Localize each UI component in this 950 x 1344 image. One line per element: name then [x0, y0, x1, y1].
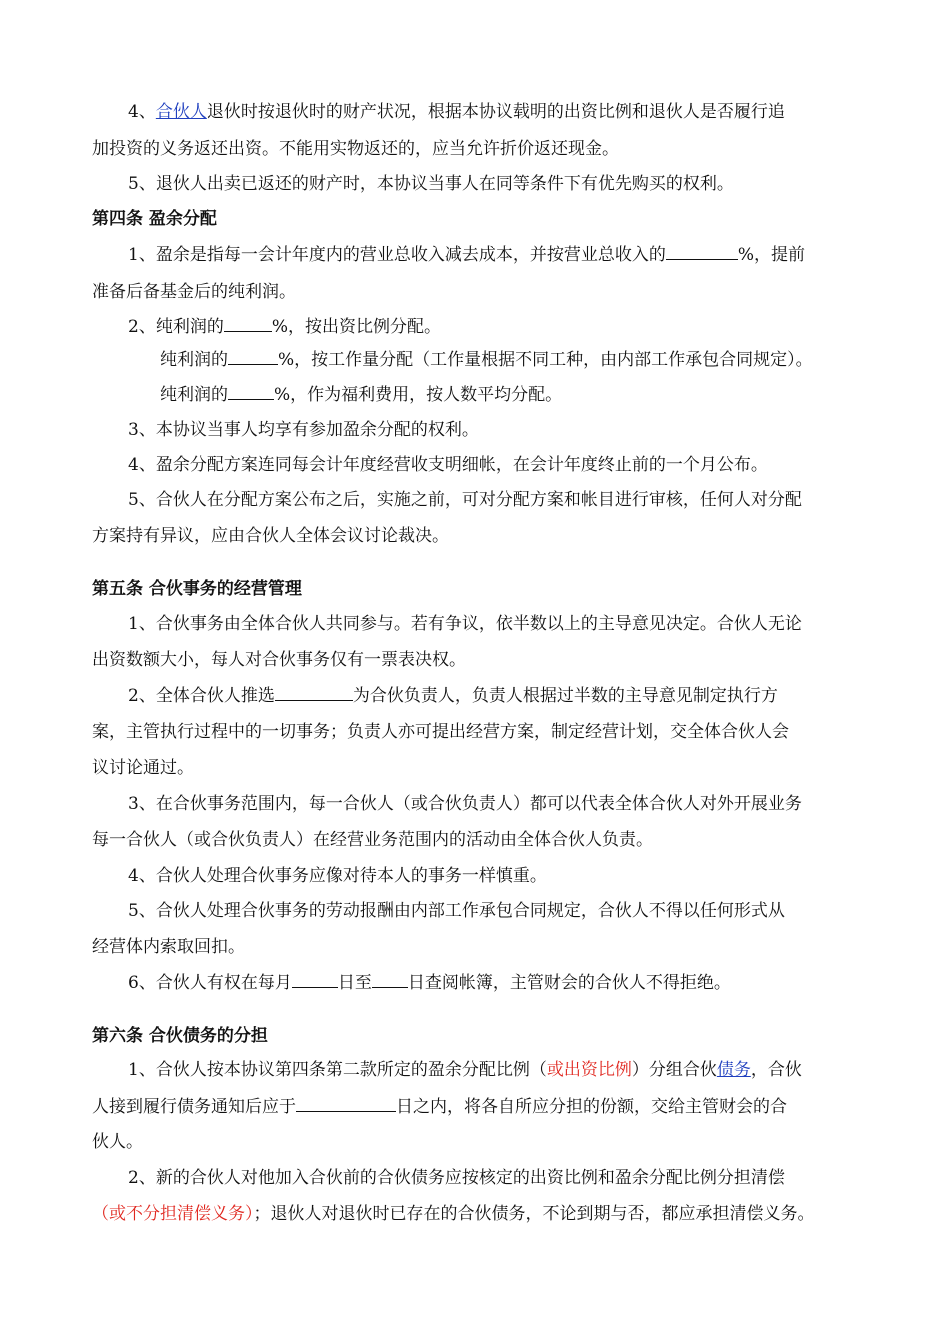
section6-heading: 第六条 合伙债务的分担 — [92, 1026, 268, 1046]
debt-link[interactable]: 债务 — [716, 1060, 751, 1080]
section5-heading: 第五条 合伙事务的经营管理 — [92, 579, 302, 599]
sec5-item2-line3: 议讨论通过。 — [92, 758, 194, 778]
sec5-item5-line1: 5、合伙人处理合伙事务的劳动报酬由内部工作承包合同规定，合伙人不得以任何形式从 — [128, 901, 785, 921]
sec5-item2-line2: 案，主管执行过程中的一切事务；负责人亦可提出经营方案，制定经营计划，交全体合伙人会 — [92, 722, 789, 742]
blank-percent-2 — [224, 315, 272, 332]
sec4-item3: 3、本协议当事人均享有参加盈余分配的权利。 — [128, 420, 479, 440]
sec4-item5-line1: 5、合伙人在分配方案公布之后，实施之前，可对分配方案和帐目进行审核，任何人对分配 — [128, 490, 802, 510]
sec5-item2-line1: 2、全体合伙人推选 为合伙负责人，负责人根据过半数的主导意见制定执行方 — [128, 686, 778, 706]
sec6-item2-line2: （或不分担清偿义务）；退伙人对退伙时已存在的合伙债务，不论到期与否，都应承担清偿义务。 — [92, 1204, 815, 1224]
sec5-item6: 6、合伙人有权在每月 日至 日查阅帐簿，主管财会的合伙人不得拒绝。 — [128, 973, 731, 993]
sec3-item4-line1: 4、合伙人退伙时按退伙时的财产状况，根据本协议载明的出资比例和退伙人是否履行追 — [128, 102, 785, 122]
sec6-item1-line2: 人接到履行债务通知后应于 日之内，将各自所应分担的份额，交给主管财会的合 — [92, 1097, 787, 1117]
section4-heading: 第四条 盈余分配 — [92, 209, 217, 229]
sec5-item1-line2: 出资数额大小，每人对合伙事务仅有一票表决权。 — [92, 650, 466, 670]
sec6-item1-line3: 伙人。 — [92, 1132, 143, 1152]
blank-percent-1 — [666, 243, 738, 260]
blank-days — [296, 1095, 396, 1112]
sec4-item4: 4、盈余分配方案连同每会计年度经营收支明细帐，在会计年度终止前的一个月公布。 — [128, 455, 768, 475]
sec4-item2-welfare: 纯利润的 %，作为福利费用，按人数平均分配。 — [160, 385, 563, 405]
partner-link[interactable]: 合伙人 — [155, 102, 207, 122]
sec6-item1-line1: 1、合伙人按本协议第四条第二款所定的盈余分配比例（或出资比例）分组合伙债务，合伙 — [128, 1060, 802, 1080]
blank-day-from — [292, 971, 338, 988]
sec4-item2: 2、纯利润的 %，按出资比例分配。 — [128, 317, 441, 337]
sec4-item2-workload: 纯利润的 %，按工作量分配（工作量根据不同工种，由内部工作承包合同规定）。 — [160, 350, 813, 370]
blank-day-to — [372, 971, 408, 988]
sec3-item5: 5、退伙人出卖已返还的财产时，本协议当事人在同等条件下有优先购买的权利。 — [128, 174, 734, 194]
red-note-capital-ratio: 或出资比例 — [546, 1060, 632, 1080]
sec5-item5-line2: 经营体内索取回扣。 — [92, 937, 245, 957]
sec4-item5-line2: 方案持有异议，应由合伙人全体会议讨论裁决。 — [92, 526, 449, 546]
blank-percent-3 — [228, 348, 278, 365]
sec5-item4: 4、合伙人处理合伙事务应像对待本人的事务一样慎重。 — [128, 866, 547, 886]
red-note-no-liability: （或不分担清偿义务） — [92, 1204, 254, 1224]
sec5-item3-line1: 3、在合伙事务范围内，每一合伙人（或合伙负责人）都可以代表全体合伙人对外开展业务 — [128, 794, 802, 814]
sec5-item1-line1: 1、合伙事务由全体合伙人共同参与。若有争议，依半数以上的主导意见决定。合伙人无论 — [128, 614, 802, 634]
blank-leader-name — [275, 684, 353, 701]
sec3-item4-line2: 加投资的义务返还出资。不能用实物返还的，应当允许折价返还现金。 — [92, 139, 619, 159]
sec6-item2-line1: 2、新的合伙人对他加入合伙前的合伙债务应按核定的出资比例和盈余分配比例分担清偿 — [128, 1168, 785, 1188]
sec5-item3-line2: 每一合伙人（或合伙负责人）在经营业务范围内的活动由全体合伙人负责。 — [92, 830, 653, 850]
sec4-item1-line1: 1、盈余是指每一会计年度内的营业总收入减去成本，并按营业总收入的 %，提前 — [128, 245, 805, 265]
sec4-item1-line2: 准备后备基金后的纯利润。 — [92, 282, 296, 302]
blank-percent-4 — [228, 383, 274, 400]
